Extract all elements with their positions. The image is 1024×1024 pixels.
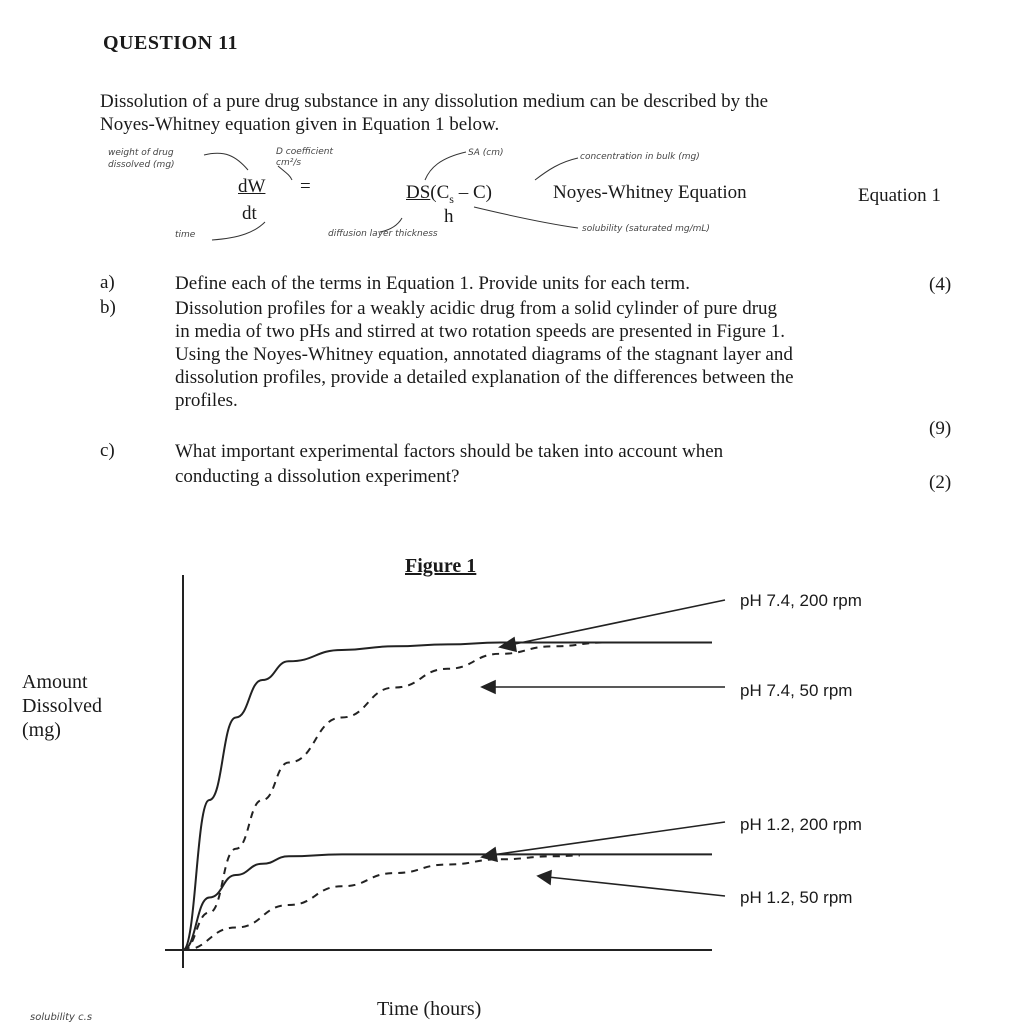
question-b-label: b) — [100, 297, 116, 318]
question-a-marks: (4) — [929, 274, 952, 295]
figure-title: Figure 1 — [405, 555, 477, 577]
eq-cs-open: (C — [430, 182, 450, 203]
arrowhead-ph74-200 — [500, 638, 516, 651]
annot-sa: SA (cm) — [468, 148, 504, 158]
eq-lhs-denominator: dt — [242, 203, 257, 224]
equation-name: Noyes-Whitney Equation — [553, 182, 747, 203]
question-c-label: c) — [100, 440, 115, 461]
annot-weight: weight of drug — [108, 148, 174, 158]
series-line-2 — [183, 854, 712, 950]
question-a-label: a) — [100, 272, 115, 293]
question-b-line-3: Using the Noyes-Whitney equation, annotated diagrams of the stagnant layer and — [175, 344, 793, 365]
question-c-line-1: What important experimental factors should be taken into account when — [175, 441, 724, 462]
series-line-3 — [183, 856, 580, 951]
question-c-line-2: conducting a dissolution experiment? — [175, 466, 460, 487]
corner-note: solubility c.s — [30, 1012, 93, 1023]
question-b-line-5: profiles. — [175, 390, 238, 411]
intro-line-1: Dissolution of a pure drug substance in any dissolution medium can be described by the — [100, 91, 769, 112]
eq-ds: DS — [406, 182, 431, 203]
question-b-line-2: in media of two pHs and stirred at two rotation speeds are presented in Figure 1. — [175, 321, 785, 342]
series-label-ph12-200: pH 1.2, 200 rpm — [740, 815, 862, 834]
y-axis-label-line-3: (mg) — [22, 719, 61, 741]
arrowhead-ph12-200 — [482, 848, 497, 861]
series-label-ph74-200: pH 7.4, 200 rpm — [740, 591, 862, 610]
intro-line-2: Noyes-Whitney equation given in Equation 1 below. — [100, 114, 500, 135]
annot-solubility: solubility (saturated mg/mL) — [582, 224, 710, 234]
series-line-1 — [183, 643, 606, 951]
x-axis-label: Time (hours) — [377, 998, 482, 1020]
question-c-marks: (2) — [929, 472, 952, 493]
eq-rhs-denominator: h — [444, 206, 454, 227]
arrow-ph12-50 — [548, 877, 725, 896]
series-label-ph74-50: pH 7.4, 50 rpm — [740, 681, 853, 700]
question-title: QUESTION 11 — [103, 32, 238, 54]
question-b-line-1: Dissolution profiles for a weakly acidic drug from a solid cylinder of pure drug — [175, 298, 778, 319]
annot-diff-coeff: D coefficient — [276, 147, 333, 157]
equation-label: Equation 1 — [858, 185, 941, 206]
question-a-line-1: Define each of the terms in Equation 1. Provide units for each term. — [175, 273, 690, 294]
y-axis-label-line-1: Amount — [22, 671, 88, 693]
annot-diff-units: cm²/s — [276, 158, 302, 168]
question-b-line-4: dissolution profiles, provide a detailed explanation of the differences between the — [175, 367, 794, 388]
annot-time: time — [175, 230, 196, 240]
eq-subscript-s: s — [449, 191, 454, 206]
arrow-ph12-200 — [492, 822, 725, 855]
annot-dissolved: dissolved (mg) — [108, 160, 175, 170]
arrowhead-ph74-50 — [482, 681, 495, 693]
eq-lhs-numerator: dW — [238, 176, 266, 197]
annot-concentration: concentration in bulk (mg) — [580, 152, 700, 162]
series-label-ph12-50: pH 1.2, 50 rpm — [740, 888, 853, 907]
series-line-0 — [183, 643, 712, 951]
arrowhead-ph12-50 — [538, 871, 551, 884]
eq-minus-c: – C) — [453, 182, 492, 203]
eq-equals: = — [300, 176, 311, 197]
annot-diffusion: diffusion layer thickness — [328, 229, 438, 239]
y-axis-label-line-2: Dissolved — [22, 695, 102, 717]
arrow-ph74-200 — [510, 600, 725, 645]
question-b-marks: (9) — [929, 418, 952, 439]
